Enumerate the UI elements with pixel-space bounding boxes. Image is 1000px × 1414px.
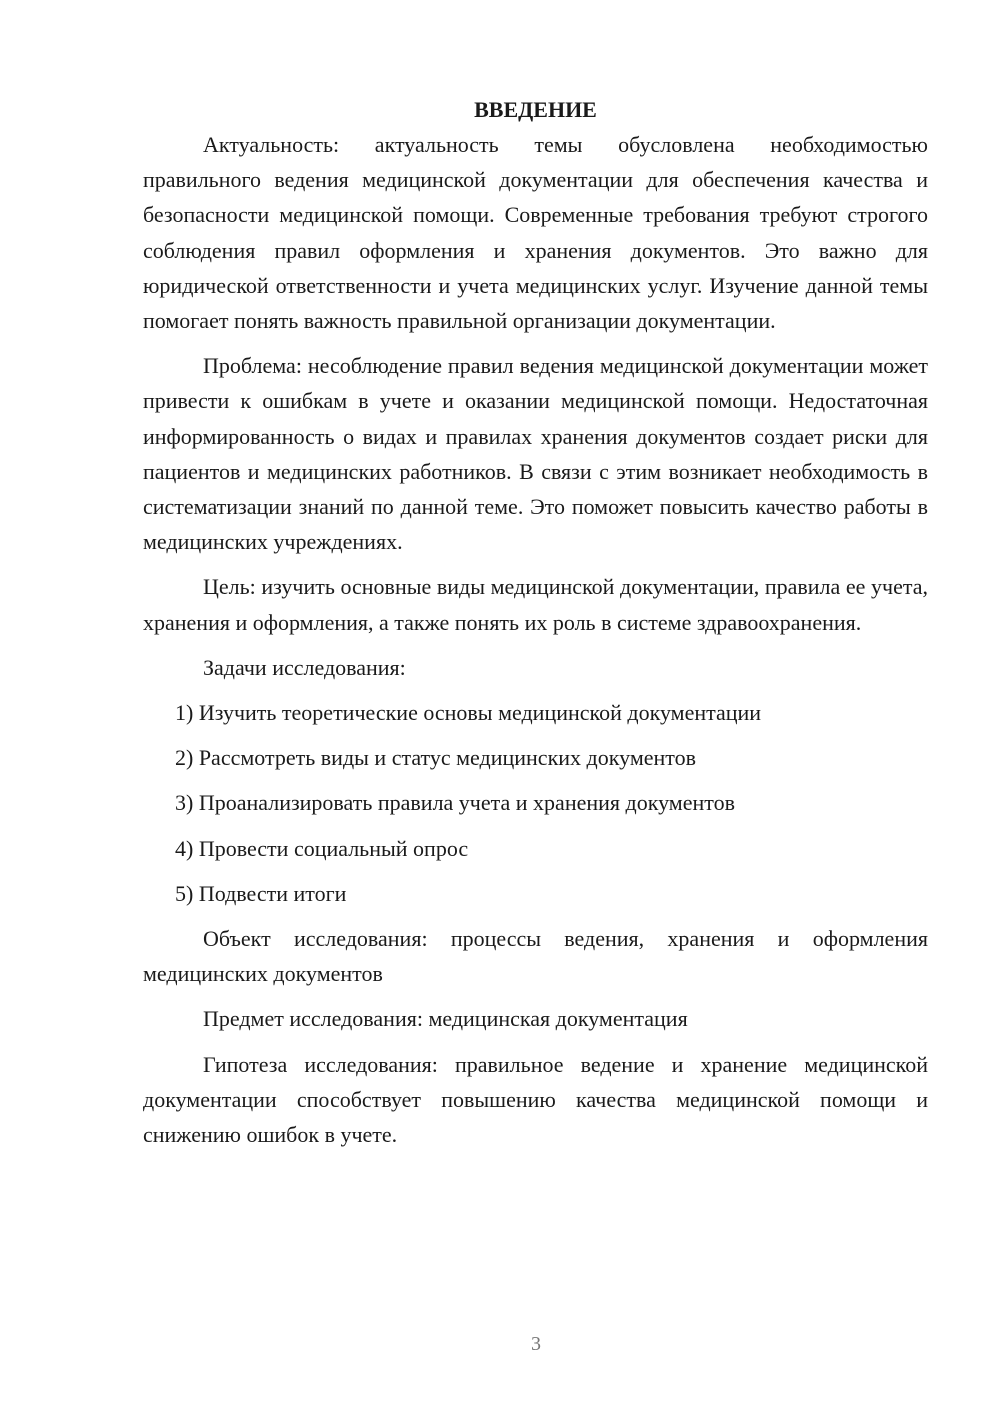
problem-paragraph: Проблема: несоблюдение правил ведения медицинской документации может привести к ошибкам в учете и оказании медицинской помощи. Недостаточная информированность о видах и правилах хранения документов создает риски для пациентов и медицинских работников. В связи с этим возникает необходимость в систематизации знаний по данной теме. Это поможет повысить качество работы в медицинских учреждениях. (143, 353, 928, 555)
task-item: 3) Проанализировать правила учета и хранения документов (175, 790, 735, 816)
page-number: 3 (531, 1333, 541, 1355)
task-item: 5) Подвести итоги (175, 880, 347, 906)
tasks-heading: Задачи исследования: (203, 654, 406, 680)
task-item: 2) Рассмотреть виды и статус медицинских документов (175, 745, 696, 771)
task-item: 4) Провести социальный опрос (175, 835, 469, 861)
section-title: ВВЕДЕНИЕ (474, 97, 597, 122)
document-page (143, 95, 928, 1162)
object-paragraph: Объект исследования: процессы ведения, хранения и оформления медицинских документов (143, 926, 928, 987)
hypothesis-paragraph: Гипотеза исследования: правильное ведение и хранение медицинской документации способствует повышению качества медицинской помощи и снижению ошибок в учете. (143, 1051, 928, 1148)
task-item: 1) Изучить теоретические основы медицинской документации (175, 700, 762, 726)
subject-paragraph: Предмет исследования: медицинская документация (203, 1006, 688, 1032)
relevance-paragraph: Актуальность: актуальность темы обусловлена необходимостью правильного ведения медицинской документации для обеспечения качества и безопасности медицинской помощи. Современные требования требуют строгого соблюдения правил оформления и хранения документов. Это важно для юридической ответственности и учета медицинских услуг. Изучение данной темы помогает понять важность правильной организации документации. (143, 132, 928, 334)
task-list (143, 695, 928, 911)
goal-paragraph: Цель: изучить основные виды медицинской документации, правила ее учета, хранения и оформления, а также понять их роль в системе здравоохранения. (143, 574, 928, 635)
